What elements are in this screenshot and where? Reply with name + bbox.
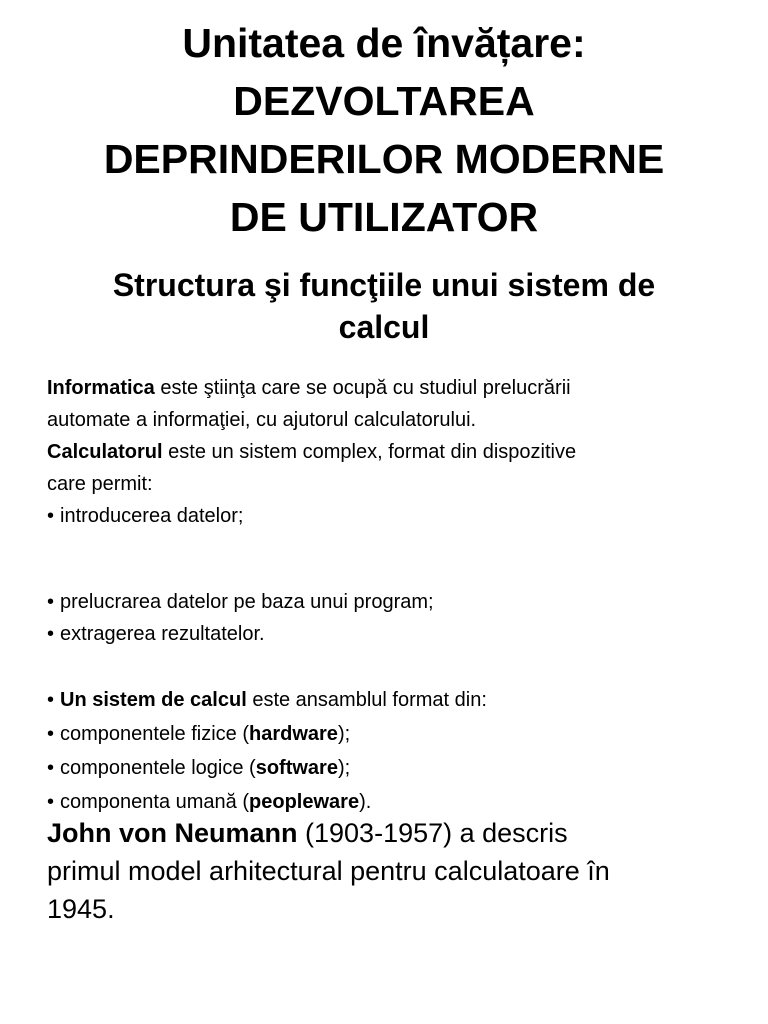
- closing-line-1: [47, 814, 747, 852]
- calculator-definition-line-2: care permit:: [47, 473, 153, 495]
- title-line-2: DEZVOLTAREA: [233, 78, 535, 124]
- component-item: [47, 751, 737, 785]
- informatica-term: Informatica: [47, 377, 155, 399]
- functions-list: [47, 586, 737, 650]
- component-text-end: );: [337, 723, 351, 745]
- subtitle-line-2: calcul: [338, 309, 430, 345]
- component-item: [47, 717, 737, 751]
- system-term: Un sistem de calcul: [60, 689, 247, 711]
- closing-line-3: 1945.: [47, 894, 115, 924]
- bullet-marker: •: [47, 623, 55, 645]
- von-neumann-paragraph: [47, 814, 747, 928]
- component-term: software: [255, 757, 338, 779]
- page-title: [0, 14, 768, 246]
- bullet-marker: •: [47, 591, 55, 613]
- bullet-marker: •: [47, 757, 55, 779]
- system-text: este ansamblul format din:: [246, 689, 487, 711]
- function-item: [47, 586, 737, 618]
- bullet-marker: •: [47, 505, 55, 527]
- title-line-4: DE UTILIZATOR: [229, 194, 539, 240]
- calculator-text-1: este un sistem complex, format din dispozitive: [162, 441, 577, 463]
- title-line-3: DEPRINDERILOR MODERNE: [103, 136, 665, 182]
- component-text: componenta umană (: [60, 791, 250, 813]
- bullet-marker: •: [47, 689, 55, 711]
- informatica-text-1: este ştiinţa care se ocupă cu studiul prelucrării: [154, 377, 571, 399]
- closing-line-2: primul model arhitectural pentru calculatoare în: [47, 856, 610, 886]
- title-line-1: Unitatea de învățare:: [182, 20, 586, 66]
- function-item: [47, 500, 737, 532]
- subtitle-line-1: Structura şi funcţiile unui sistem de: [112, 267, 656, 303]
- informatica-definition-line-2: automate a informaţiei, cu ajutorul calculatorului.: [47, 409, 477, 431]
- bullet-marker: •: [47, 791, 55, 813]
- function-item-text: extragerea rezultatelor.: [60, 623, 265, 645]
- component-term: hardware: [249, 723, 338, 745]
- component-term: peopleware: [249, 791, 360, 813]
- system-definition: [47, 683, 737, 717]
- function-item: [47, 618, 737, 650]
- intro-paragraphs: [47, 372, 737, 532]
- component-text-end: );: [337, 757, 351, 779]
- component-text: componentele fizice (: [60, 723, 249, 745]
- function-item-text: prelucrarea datelor pe baza unui program;: [60, 591, 434, 613]
- component-text: componentele logice (: [60, 757, 256, 779]
- calculator-definition-line-1: [47, 436, 737, 468]
- page-subtitle: [40, 264, 728, 348]
- bullet-marker: •: [47, 723, 55, 745]
- informatica-definition-line-1: [47, 372, 737, 404]
- component-text-end: ).: [359, 791, 372, 813]
- closing-text-1: (1903-1957) a descris: [297, 818, 568, 848]
- system-components-list: [47, 683, 737, 819]
- function-item-text: introducerea datelor;: [60, 505, 244, 527]
- calculator-term: Calculatorul: [47, 441, 163, 463]
- von-neumann-name: John von Neumann: [47, 818, 298, 848]
